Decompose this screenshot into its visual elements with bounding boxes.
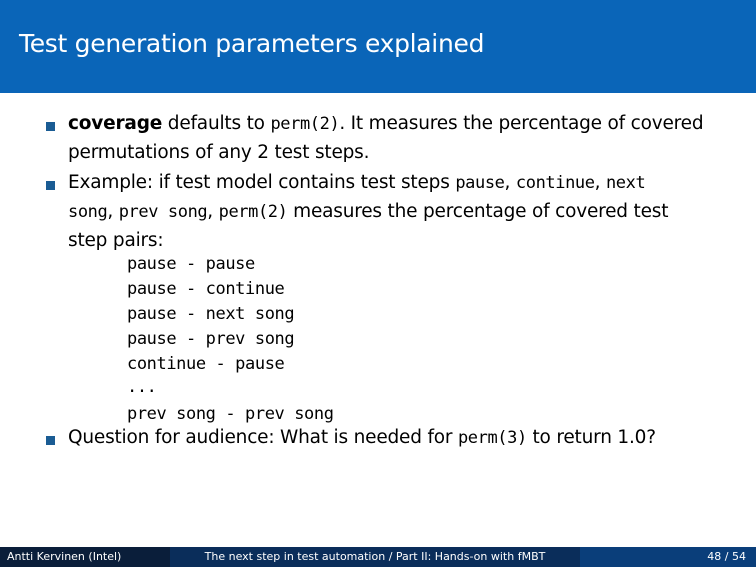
code-line: prev song - prev song	[127, 404, 334, 424]
code-pause: pause	[455, 173, 505, 193]
code-next: next	[605, 173, 646, 193]
bullet-marker	[46, 436, 55, 445]
bullet-1-text: defaults to	[162, 113, 271, 134]
bullet-2-line-2	[68, 201, 668, 222]
bullet-3-line-1	[68, 427, 656, 448]
bullet-1-line-1	[68, 113, 703, 134]
title-bar	[0, 0, 756, 93]
footer-author: Antti Kervinen (Intel)	[0, 547, 170, 567]
bullet-marker	[46, 181, 55, 190]
bullet-2-text: Example: if test model contains test steps	[68, 172, 456, 193]
code-continue: continue	[515, 173, 595, 193]
bullet-2-line-1	[68, 172, 645, 193]
comma: ,	[504, 172, 516, 193]
code-perm3: perm(3)	[457, 428, 527, 448]
comma: ,	[207, 201, 219, 222]
code-perm2: perm(2)	[218, 202, 288, 222]
bullet-marker	[46, 122, 55, 131]
comma: ,	[594, 172, 606, 193]
code-line: pause - prev song	[127, 329, 295, 349]
code-line: pause - next song	[127, 304, 295, 324]
bullet-3-text-2: to return 1.0?	[526, 427, 656, 448]
code-perm2: perm(2)	[270, 114, 340, 134]
comma: ,	[107, 201, 119, 222]
coverage-term: coverage	[68, 113, 163, 134]
code-line: pause - pause	[127, 254, 255, 274]
code-line: pause - continue	[127, 279, 285, 299]
bullet-3-text: Question for audience: What is needed for	[68, 427, 458, 448]
code-line: ...	[127, 377, 157, 397]
bullet-1-line-2: permutations of any 2 test steps.	[68, 142, 370, 163]
code-line: continue - pause	[127, 354, 285, 374]
code-song: song	[68, 202, 108, 222]
footer-page-number: 48 / 54	[580, 547, 756, 567]
footer-talk-title: The next step in test automation / Part II: Hands-on with fMBT	[170, 547, 580, 567]
code-prev-song: prev song	[118, 202, 208, 222]
bullet-1-text-2: . It measures the percentage of covered	[339, 113, 704, 134]
bullet-2-text-measures: measures the percentage of covered test	[287, 201, 669, 222]
slide-title: Test generation parameters explained	[19, 29, 485, 58]
bullet-2-line-3: step pairs:	[68, 230, 164, 251]
